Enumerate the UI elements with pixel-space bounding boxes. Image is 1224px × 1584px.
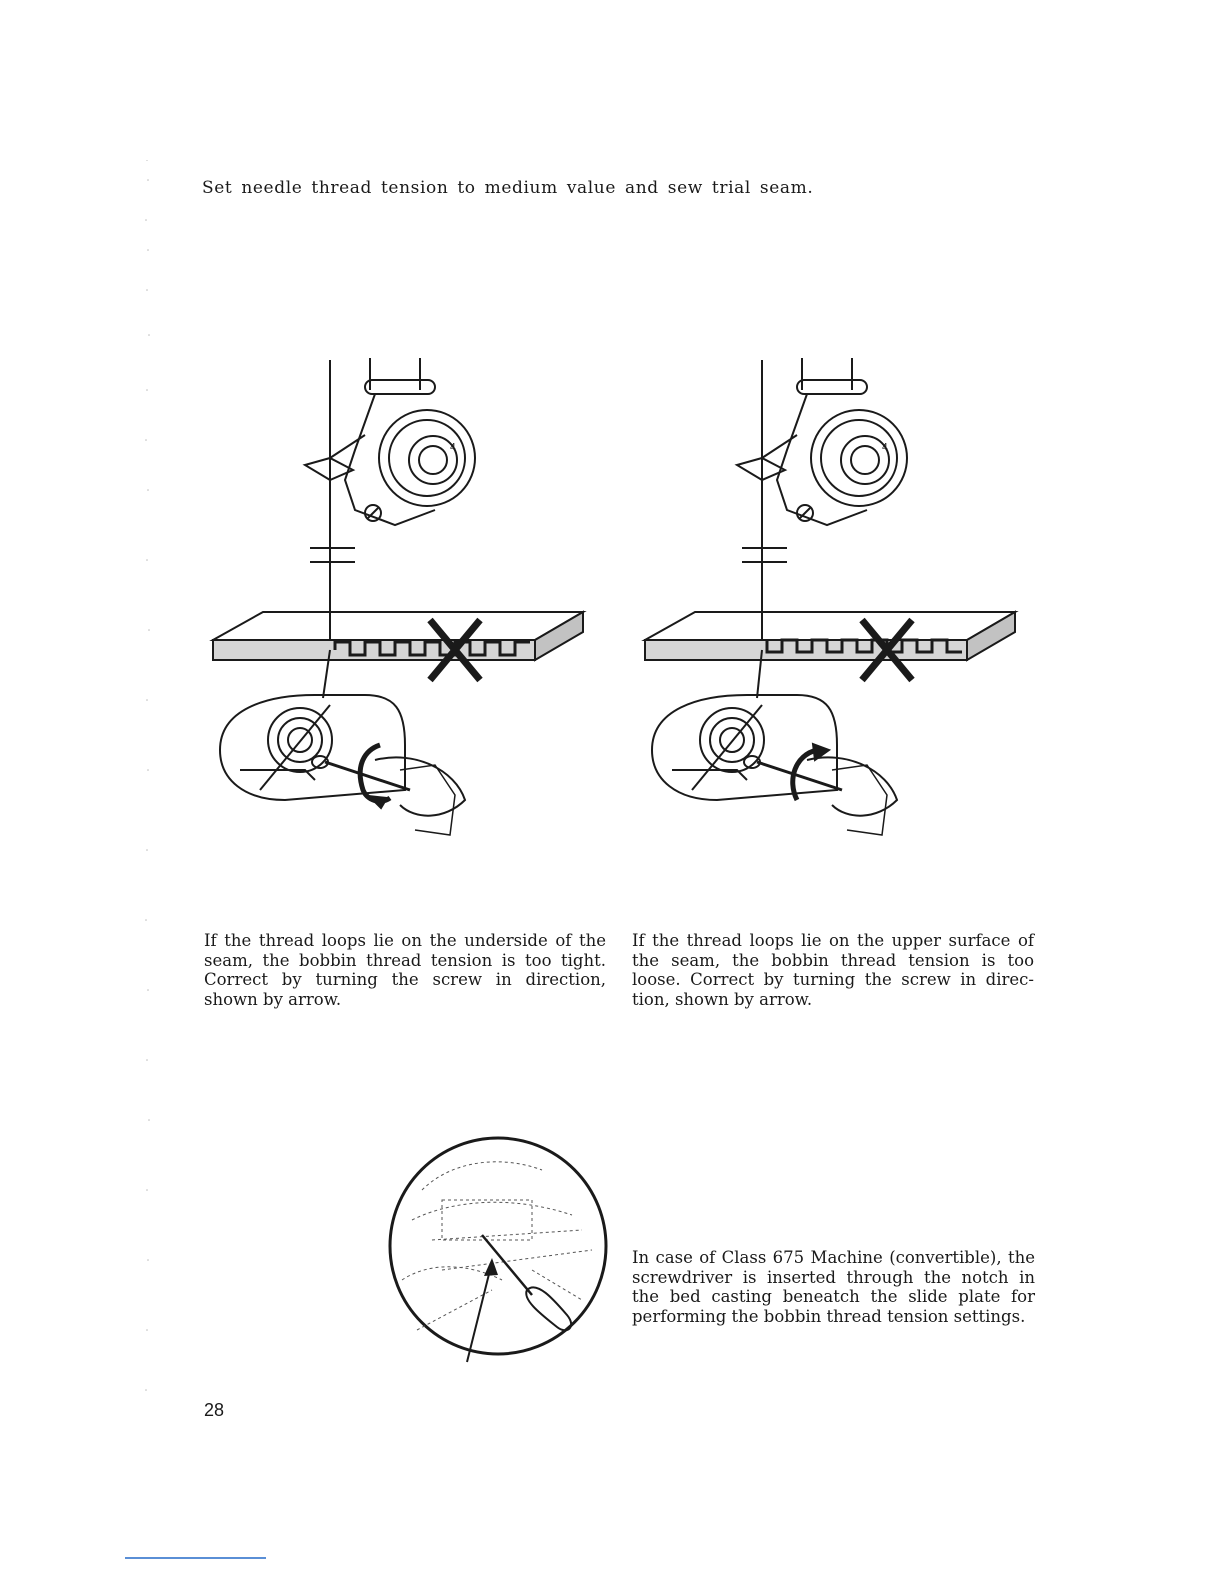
intro-instruction: Set needle thread tension to medium value and sew trial seam. bbox=[202, 178, 814, 198]
page-number: 28 bbox=[204, 1400, 225, 1420]
tension-dial-mark: 4 bbox=[882, 442, 888, 453]
tension-too-tight-figure bbox=[205, 350, 595, 854]
screwdriver-notch-detail-figure bbox=[382, 1130, 614, 1384]
tension-dial-mark: 4 bbox=[450, 442, 456, 453]
caption-class-675: In case of Class 675 Machine (convertible), the screwdriver is inserted through the notch in the bed casting beneatch the slide plate for performing the bobbin thread tension settings. bbox=[632, 1248, 1035, 1326]
margin-speckles bbox=[143, 160, 153, 1420]
footer-rule bbox=[125, 1557, 266, 1559]
caption-too-tight: If the thread loops lie on the underside of the seam, the bobbin thread tension is too tight. Correct by turning the screw in direction, shown by arrow. bbox=[204, 931, 606, 1009]
caption-too-loose: If the thread loops lie on the upper surface of the seam, the bobbin thread tension is too loose. Correct by turning the screw in direc-tion, shown by arrow. bbox=[632, 931, 1034, 1009]
tension-too-loose-figure bbox=[637, 350, 1027, 854]
